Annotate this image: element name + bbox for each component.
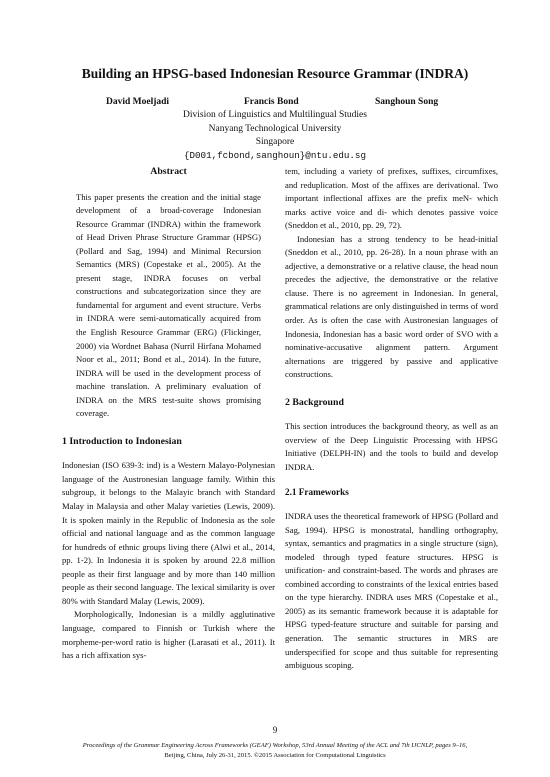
paragraph: Morphologically, Indonesian is a mildly agglutinative language, compared to Finnish or Turkish where the morpheme-per-word ratio is higher (Larasati et al., 2011). It has a rich affixation sys-: [62, 609, 275, 661]
author-email: {D001,fcbond,sanghoun}@ntu.edu.sg: [184, 150, 366, 161]
affiliation-line: Division of Linguistics and Multilingual Studies: [183, 110, 367, 120]
section-heading: 2 Background: [285, 396, 344, 408]
author-name: Sanghoun Song: [375, 97, 439, 107]
abstract-heading: Abstract: [150, 166, 187, 177]
paper-title: Building an HPSG-based Indonesian Resource Grammar (INDRA): [81, 66, 469, 81]
paragraph: INDRA uses the theoretical framework of HPSG (Pollard and Sag, 1994). HPSG is monostratal, handling orthography, syntax, semantics and pragmatics in a single structure (sign), modeled through typed feature structures. HPSG is unification- and constraint-based. The words and phrases are combined according to constraints of the lexical entries based on the type hierarchy. INDRA uses MRS (Copestake et al., 2005) as its semantic framework because it is adaptable for HPSG typed-feature structure and suitable for parsing and generation. The semantic structures in MRS are underspecified for scope and thus suitable for representing ambiguous scoping.: [285, 511, 498, 671]
author-name: David Moeljadi: [106, 97, 170, 107]
author-name: Francis Bond: [244, 97, 299, 107]
paragraph: Indonesian has a strong tendency to be head-initial (Sneddon et al., 2010, pp. 26-28). In a noun phrase with an adjective, a demonstrative or a relative clause, the head noun precedes the adjective, the demonstrative or the relative clause. There is no agreement in Indonesian. In general, grammatical relations are only distinguished in terms of word order. As is often the case with Austronesian languages of Indonesia, Indonesian has a basic word order of SVO with a nominative-accusative alignment pattern. Argument alternations are triggered by passive and applicative constructions.: [285, 233, 498, 380]
abstract-text: This paper presents the creation and the initial stage development of a broad-coverage Indonesian Resource Grammar (INDRA) within the framework of Head Driven Phrase Structure Grammar (HPSG) (Pollard and Sag, 1994) and Minimal Recursion Semantics (MRS) (Copestake et al., 2005). At the present stage, INDRA focuses on verbal constructions and subcategorization since they are fundamental for argument and event structure. Verbs in INDRA were semi-automatically acquired from the English Resource Grammar (ERG) (Flickinger, 2000) via Wordnet Bahasa (Nurril Hirfana Mohamed Noor et al., 2011; Bond et al., 2014). In the future, INDRA will be used in the development process of machine translation. A preliminary evaluation of INDRA on the MRS test-suite shows promising coverage.: [76, 191, 261, 419]
affiliation-line: Nanyang Technological University: [208, 124, 342, 134]
section-heading: 1 Introduction to Indonesian: [62, 435, 182, 447]
footer-line: Beijing, China, July 26-31, 2015. ©2015 Association for Computational Linguistics: [164, 752, 386, 759]
paragraph: This section introduces the background theory, as well as an overview of the Deep Linguistic Processing with HPSG Initiative (DELPH-IN) and the tools to build and develop INDRA.: [285, 421, 498, 472]
paragraph: tem, including a variety of prefixes, suffixes, circumfixes, and reduplication. Most of the affixes are derivational. Two important inflectional affixes are the prefix meN- which marks active voice and di- which denotes passive voice (Sneddon et al., 2010, pp. 29, 72).: [285, 166, 498, 231]
subsection-heading: 2.1 Frameworks: [285, 487, 349, 498]
paragraph: Indonesian (ISO 639-3: ind) is a Western Malayo-Polynesian language of the Austronesian language family. Within this subgroup, it belongs to the Malayic branch with Standard Malay in Malaysia and other Malay varieties (Lewis, 2009). It is spoken mainly in the Republic of Indonesia as the sole official and national language and as the common language for hundreds of ethnic groups living there (Alwi et al., 2014, pp. 1-2). In Indonesia it is spoken by around 22.8 million people as their first language and by more than 140 million people as their second language. The lexical similarity is over 80% with Standard Malay (Lewis, 2009).: [62, 460, 275, 606]
left-column: [62, 165, 275, 663]
right-column: [285, 165, 498, 673]
footer-line: Proceedings of the Grammar Engineering Across Frameworks (GEAF) Workshop, 53rd Annual Meeting of the ACL and 7th IJCNLP, pages 9–16,: [82, 742, 468, 749]
page-number: 9: [272, 725, 278, 735]
affiliation-line: Singapore: [255, 137, 295, 147]
proceedings-footer: [20, 741, 530, 761]
